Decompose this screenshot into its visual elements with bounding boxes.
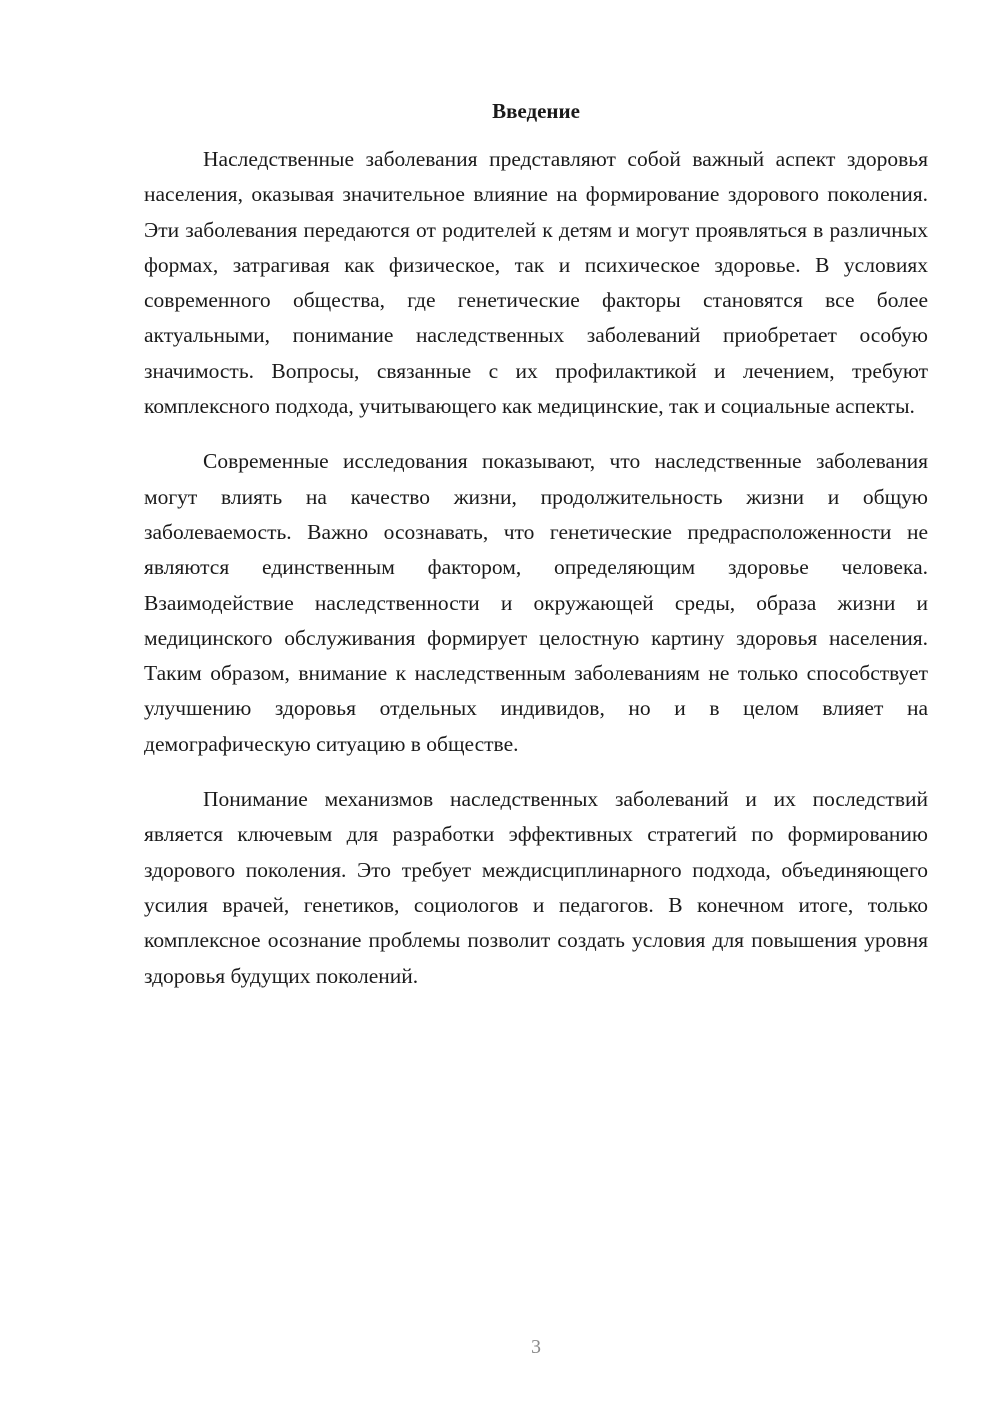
page-number: 3 [531, 1336, 541, 1358]
paragraph-2: Современные исследования показывают, что наследственные заболевания могут влиять на качество жизни, продолжительность жизни и общую заболеваемость. Важно осознавать, что генетические предрасположенности не являются единственным фактором, определяющим здоровье человека. Взаимодействие наследственности и окружающей среды, образа жизни и медицинского обслуживания формирует целостную картину здоровья населения. Таким образом, внимание к наследственным заболеваниям не только способствует улучшению здоровья отдельных индивидов, но и в целом влияет на демографическую ситуацию в обществе. [144, 449, 928, 756]
document-body [144, 142, 928, 1014]
paragraph-3: Понимание механизмов наследственных заболеваний и их последствий является ключевым для разработки эффективных стратегий по формированию здорового поколения. Это требует междисциплинарного подхода, объединяющего усилия врачей, генетиков, социологов и педагогов. В конечном итоге, только комплексное осознание проблемы позволит создать условия для повышения уровня здоровья будущих поколений. [144, 787, 928, 988]
section-title: Введение [492, 99, 580, 123]
paragraph-1: Наследственные заболевания представляют собой важный аспект здоровья населения, оказывая значительное влияние на формирование здорового поколения. Эти заболевания передаются от родителей к детям и могут проявляться в различных формах, затрагивая как физическое, так и психическое здоровье. В условиях современного общества, где генетические факторы становятся все более актуальными, понимание наследственных заболеваний приобретает особую значимость. Вопросы, связанные с их профилактикой и лечением, требуют комплексного подхода, учитывающего как медицинские, так и социальные аспекты. [144, 147, 928, 419]
